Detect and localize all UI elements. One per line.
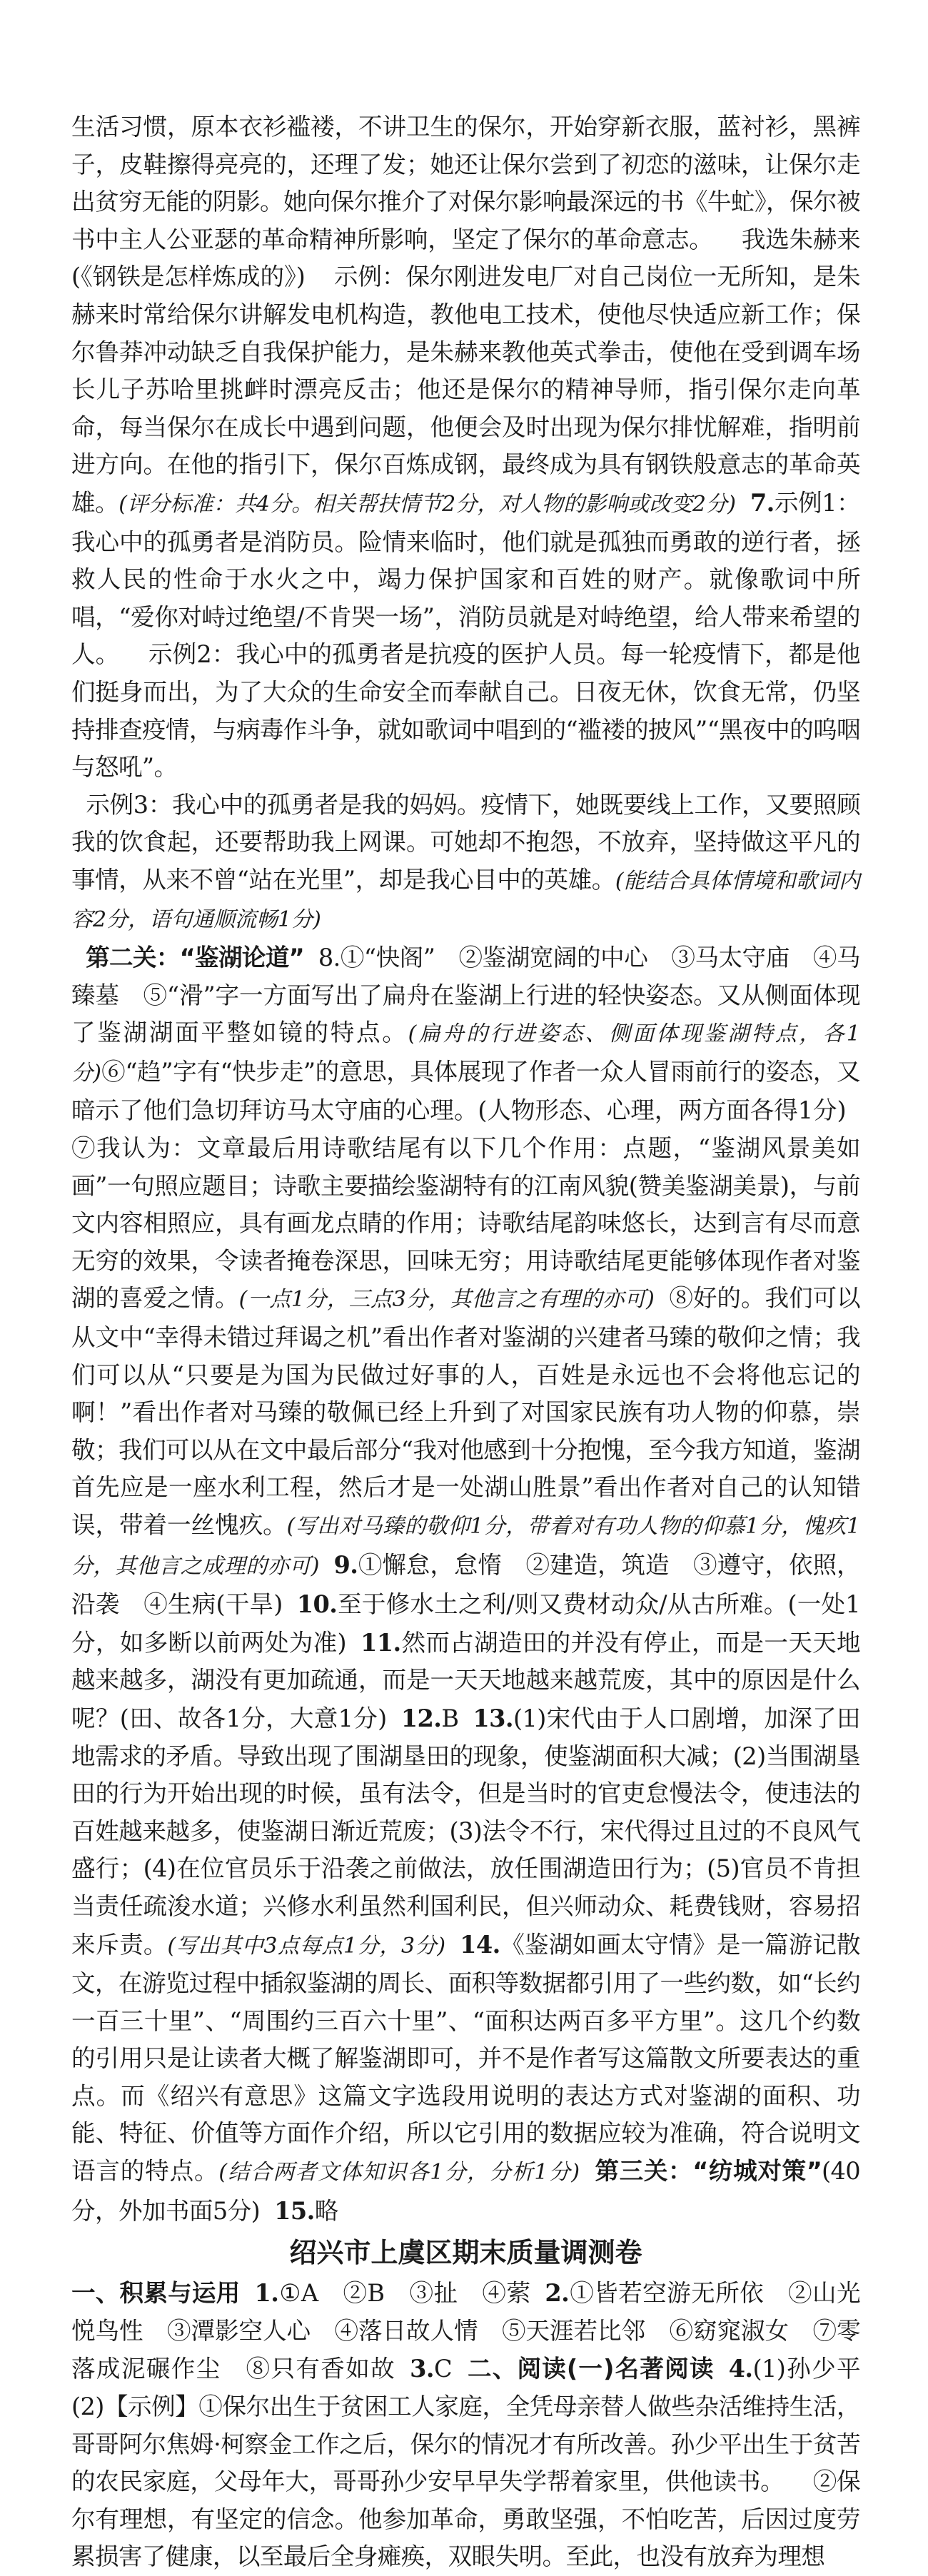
question-number: 12. [400, 1703, 442, 1732]
answer-block-1 [71, 108, 860, 787]
scoring-note: (一点1分，三点3分，其他言之有理的亦可) [238, 1287, 655, 1313]
scoring-note: (结合两者文体知识各1分，分析1分) [218, 2160, 580, 2186]
text: (1)宋代由于人口剧增，加深了田地需求的矛盾。导致出现了围湖垦田的现象，使鉴湖面积大减；(2)当围湖垦田的行为开始出现的时候，虽有法令，但是当时的官吏怠慢法令，使违法的百姓越来越多，使鉴湖日渐近荒废；(3)法令不行，宋代得过且过的不良风气盛行；(4)在位官员乐于沿袭之前做法，放任围湖造田行为；(5)官员不肯担当责任疏浚水道；兴修水利虽然利国利民，但兴师动众、耗费钱财，容易招来斥责。 [71, 1704, 860, 1959]
scoring-note: (扁舟的行进姿态、侧面体现鉴湖特点，各1分) [71, 1021, 860, 1086]
exam-title: 绍兴市上虞区期末质量调测卷 [289, 2237, 642, 2269]
question-number: 10. [296, 1590, 338, 1619]
question-number: 1. [254, 2278, 279, 2308]
answer-block-3 [71, 939, 860, 2230]
answer-page [71, 108, 884, 2576]
text: ①A ②B ③扯 ④萦 [278, 2279, 531, 2308]
text: 示例2：我心中的孤勇者是抗疫的医护人员。每一轮疫情下，都是他们挺身而出，为了大众的生命安全而奉献自己。日夜无休，饮食无常，仍坚持排查疫情，与病毒作斗争，就如歌词中唱到的“褴褛的披风”“黑夜中的呜咽与怒吼”。 [71, 640, 860, 782]
answer-block-4 [71, 2274, 884, 2576]
section-heading: 第三关：“纺城对策” [594, 2157, 822, 2186]
text: ⑦我认为：文章最后用诗歌结尾有以下几个作用：点题，“鉴湖风景美如画”一句照应题目；诗歌主要描绘鉴湖特有的江南风貌(赞美鉴湖美景)，与前文内容相照应，具有画龙点睛的作用；诗歌结尾韵味悠长，达到言有尽而意无穷的效果，令读者掩卷深思，回味无穷；用诗歌结尾更能够体现作者对鉴湖的喜爱之情。 [71, 1134, 860, 1313]
question-number: 13. [473, 1703, 514, 1732]
question-number: 3. [410, 2354, 434, 2383]
question-number: 2. [545, 2278, 570, 2308]
section-heading: 第二关：“鉴湖论道” [86, 944, 304, 972]
text: (40分，外加书面5分) [71, 2157, 861, 2225]
answer-block-2 [71, 787, 860, 939]
question-number: 9. [333, 1550, 358, 1579]
text: 8.①“快阁” ②鉴湖宽阔的中心 ③马太守庙 ④马臻墓 ⑤“滑”字一方面写出了扁舟在鉴湖上行进的轻快姿态。又从侧面体现了鉴湖湖面平整如镜的特点。 [71, 944, 860, 1047]
scoring-note: (写出其中3点每点1分，3分) [167, 1933, 446, 1959]
text: 然而占湖造田的并没有停止，而是一天天地越来越多，湖没有更加疏通，而是一天天地越来越荒废，其中的原因是什么呢？(田、故各1分，大意1分) [71, 1628, 860, 1732]
text: ①皆若空游无所依 ②山光悦鸟性 ③潭影空人心 ④落日故人情 ⑤天涯若比邻 ⑥窈窕淑女 ⑦零落成泥碾作尘 ⑧只有香如故 [71, 2279, 860, 2383]
text: B [441, 1704, 459, 1732]
text: C [433, 2355, 453, 2383]
question-number: 4. [728, 2354, 753, 2383]
text: 略 [314, 2196, 338, 2225]
question-number: 15. [274, 2196, 315, 2225]
question-number: 14. [460, 1929, 500, 1959]
text: 示例1：我心中的孤勇者是消防员。险情来临时，他们就是孤独而勇敢的逆行者，拯救人民的性命于水火之中，竭力保护国家和百姓的财产。就像歌词中所唱，“爱你对峙过绝望/不肯哭一场”，消防员就是对峙绝望，给人带来希望的人。 [71, 488, 860, 669]
scoring-note: (能结合具体情境和歌词内容2分，语句通顺流畅1分) [71, 868, 860, 933]
scoring-note: (写出对马臻的敬仰1分，带着对有功人物的仰慕1分，愧疚1分，其他言之成理的亦可) [71, 1513, 860, 1579]
text: ①懈怠，怠惰 ②建造，筑造 ③遵守，依照，沿袭 ④生病(干旱) [71, 1550, 860, 1619]
question-number: 11. [360, 1627, 401, 1657]
text: (1)孙少平 (2)【示例】①保尔出生于贫困工人家庭，全凭母亲替人做些杂活维持生活，哥哥阿尔焦姆·柯察金工作之后，保尔的情况才有所改善。孙少平出生于贫苦的农民家庭，父母年大，哥哥孙少安早早失学帮着家里，供他读书。 [71, 2355, 884, 2496]
text: 生活习惯，原本衣衫褴褛，不讲卫生的保尔，开始穿新衣服，蓝衬衫，黑裤子，皮鞋擦得亮亮的，还理了发；她还让保尔尝到了初恋的滋味，让保尔走出贫穷无能的阴影。她向保尔推介了对保尔影响最深远的书《牛虻》，保尔被书中主人公亚瑟的革命精神所影响，坚定了保尔的革命意志。 [71, 113, 860, 253]
text: 《鉴湖如画太守情》是一篇游记散文，在游览过程中插叙鉴湖的周长、面积等数据都引用了一些约数，如“长约一百三十里”、“周围约三百六十里”、“面积达两百多平方里”。这几个约数的引用只是让读者大概了解鉴湖即可，并不是作者写这篇散文所要表达的重点。而《绍兴有意思》这篇文字选段用说明的表达方式对鉴湖的面积、功能、特征、价值等方面作介绍，所以它引用的数据应较为准确，符合说明文语言的特点。 [71, 1930, 860, 2186]
text: ②保尔有理想，有坚定的信念。他参加革命，勇敢坚强，不怕吃苦，后因过度劳累损害了健康，以至最后全身瘫痪，双眼失明。至此，也没有放弃为理想 [71, 2468, 860, 2571]
section-heading: 一、积累与运用 [71, 2279, 241, 2308]
text: ⑧好的。我们可以从文中“幸得未错过拜谒之机”看出作者对鉴湖的兴建者马臻的敬仰之情；我们可以从“只要是为国为民做过好事的人，百姓是永远也不会将他忘记的啊！”看出作者对马臻的敬佩已经上升到了对国家民族有功人物的仰慕，崇敬；我们可以从在文中最后部分“我对他感到十分抱愧，至今我方知道，鉴湖首先应是一座水利工程，然后才是一处湖山胜景”看出作者对自己的认知错误，带着一丝愧疚。 [71, 1284, 860, 1539]
text: ⑥“趋”字有“快步走”的意思，具体展现了作者一众人冒雨前行的姿态，又暗示了他们急切拜访马太守庙的心理。(人物形态、心理，两方面各得1分) [71, 1057, 860, 1125]
scoring-note: (评分标准：共4分。相关帮扶情节2分，对人物的影响或改变2分) [118, 491, 736, 517]
text: 至于修水土之利/则又费材动众/从古所难。(一处1分，如多断以前两处为准) [71, 1590, 860, 1657]
text: 示例：保尔刚进发电厂对自己岗位一无所知，是朱赫来时常给保尔讲解发电机构造，教他电工技术，使他尽快适应新工作；保尔鲁莽冲动缺乏自我保护能力，是朱赫来教他英式拳击，使他在受到调车场长儿子苏哈里挑衅时漂亮反击；他还是保尔的精神导师，指引保尔走向革命，每当保尔在成长中遇到问题，他便会及时出现为保尔排忧解难，指明前进方向。在他的指引下，保尔百炼成钢，最终成为具有钢铁般意志的革命英雄。 [71, 263, 860, 517]
question-number: 7. [750, 488, 775, 517]
text: 示例3：我心中的孤勇者是我的妈妈。疫情下，她既要线上工作，又要照顾我的饮食起，还要帮助我上网课。可她却不抱怨，不放弃，坚持做这平凡的事情，从来不曾“站在光里”，却是我心目中的英雄。 [71, 790, 860, 894]
section-heading: 二、阅读(一)名著阅读 [466, 2355, 715, 2383]
text: 我选朱赫来(《钢铁是怎样炼成的》) [71, 225, 860, 291]
